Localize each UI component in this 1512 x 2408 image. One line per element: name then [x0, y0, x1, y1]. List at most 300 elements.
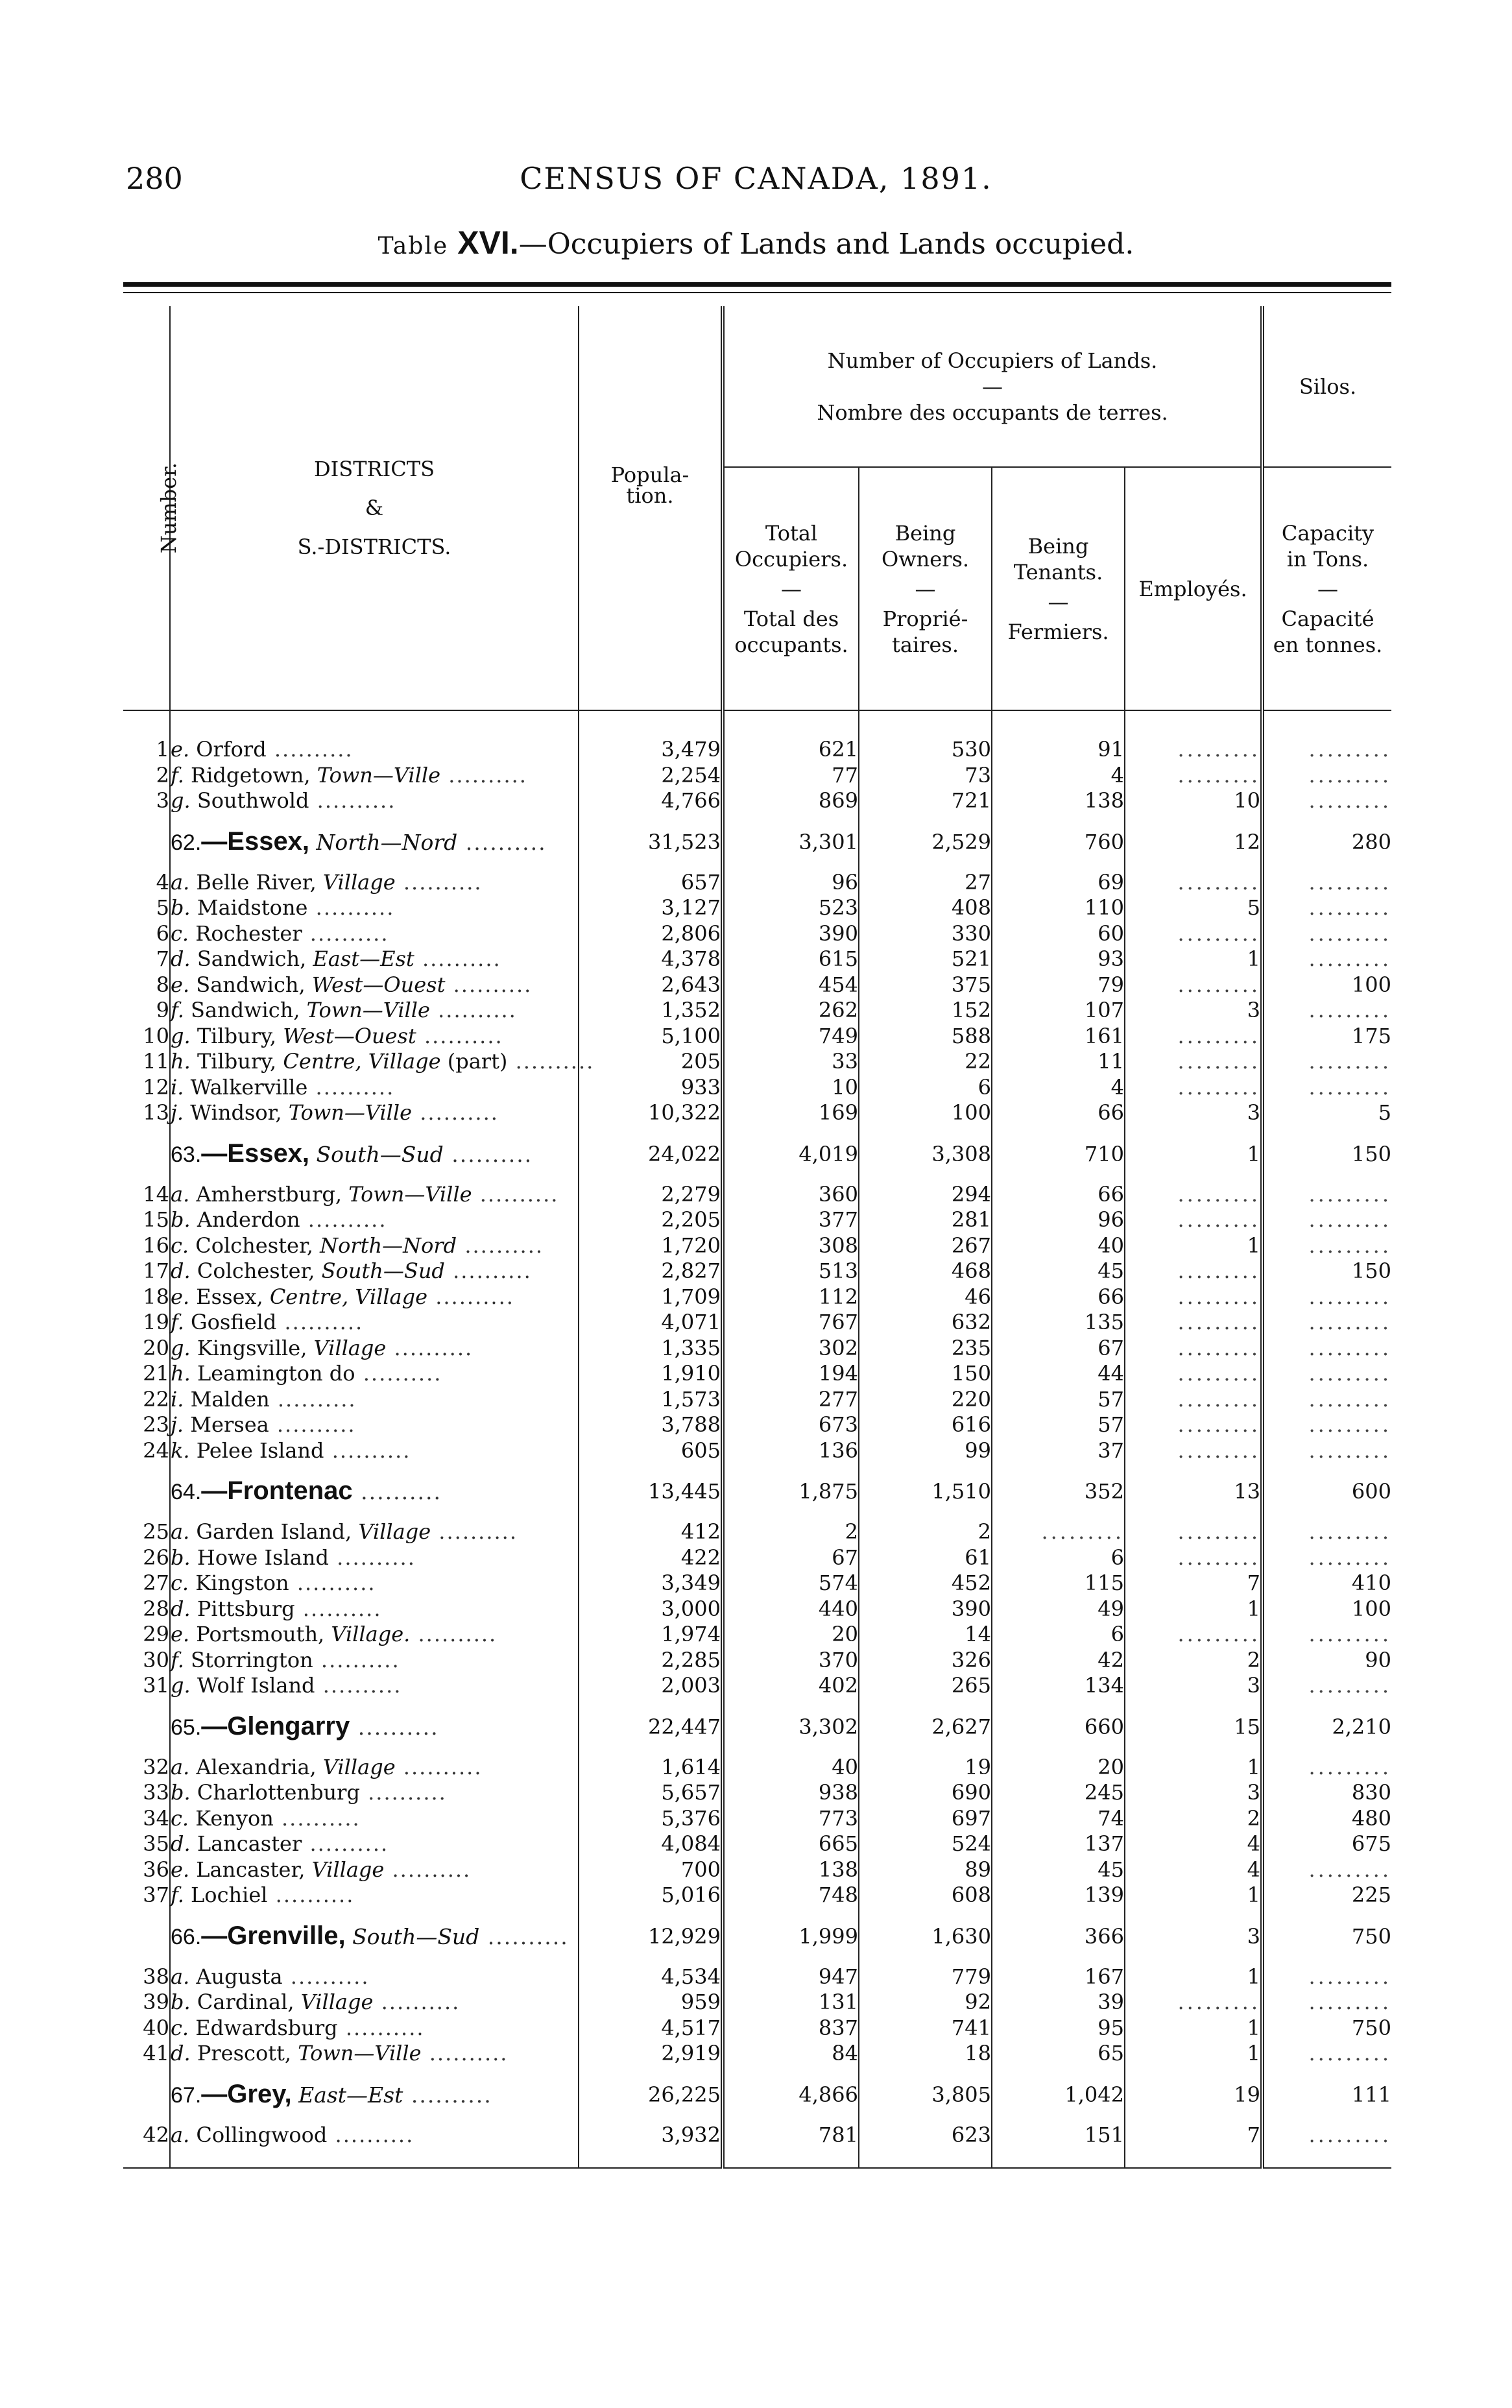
row-number: 13 — [143, 1100, 169, 1125]
total-occupiers-cell: 748 — [723, 1883, 859, 1908]
subdistrict-name: Wolf Island — [197, 1673, 315, 1698]
tenants-cell: 39 — [992, 1990, 1125, 2016]
district-name-cell — [170, 2123, 579, 2149]
capacity-cell: ......... — [1262, 1361, 1391, 1387]
district-name-cell — [170, 1673, 579, 1699]
leader-dots: .......... — [429, 998, 517, 1022]
subdistrict-suffix: South—Sud — [321, 1258, 445, 1283]
subdistrict-suffix: Village. — [331, 1622, 411, 1646]
owners-cell: 452 — [859, 1571, 992, 1596]
subdistrict-letter: h. — [171, 1361, 191, 1386]
total-occupiers-cell: 33 — [723, 1049, 859, 1075]
subdistrict-row — [123, 972, 1391, 998]
subdistrict-suffix: Town—Ville — [288, 1100, 413, 1125]
row-number: 37 — [143, 1883, 169, 1907]
tenants-cell: 57 — [992, 1387, 1125, 1413]
capacity-cell: 410 — [1262, 1571, 1391, 1596]
leader-dots: .......... — [309, 788, 396, 813]
population-cell: 605 — [579, 1438, 723, 1464]
district-name: —Essex, — [201, 1138, 310, 1168]
subdistrict-row — [123, 1412, 1391, 1438]
owners-cell: 690 — [859, 1780, 992, 1806]
row-number: 34 — [143, 1805, 169, 1831]
tenants-cell: 660 — [992, 1699, 1125, 1755]
employes-cell: 3 — [1125, 1100, 1262, 1126]
employes-cell: ......... — [1125, 710, 1262, 763]
row-number: 15 — [143, 1207, 169, 1232]
tenants-cell: 65 — [992, 2041, 1125, 2067]
employes-cell: 12 — [1125, 814, 1262, 870]
subdistrict-suffix: Town—Ville — [306, 998, 430, 1022]
employes-cell: ......... — [1125, 1387, 1262, 1413]
district-suffix: East—Est — [298, 2082, 403, 2108]
subdistrict-name: Southwold — [197, 788, 309, 813]
owners-cell: 608 — [859, 1883, 992, 1908]
population-cell: 31,523 — [579, 814, 723, 870]
leader-dots: .......... — [267, 1883, 355, 1907]
leader-dots: .......... — [414, 946, 501, 971]
subdistrict-name: Amherstburg, — [196, 1181, 342, 1207]
population-cell: 2,806 — [579, 921, 723, 947]
subdistrict-name: Prescott, — [197, 2041, 292, 2065]
capacity-cell: 90 — [1262, 1648, 1391, 1674]
owners-cell: 1,630 — [859, 1908, 992, 1964]
subdistrict-row — [123, 1673, 1391, 1699]
district-name-cell — [170, 998, 579, 1024]
subdistrict-row — [123, 1831, 1391, 1857]
subdistrict-name: Lancaster — [197, 1831, 302, 1856]
capacity-cell: 150 — [1262, 1258, 1391, 1284]
population-cell: 2,003 — [579, 1673, 723, 1699]
row-number: 4 — [156, 869, 169, 895]
row-number: 11 — [143, 1049, 169, 1074]
tenants-cell: 151 — [992, 2123, 1125, 2149]
capacity-cell: ......... — [1262, 1990, 1391, 2016]
total-occupiers-cell: 360 — [723, 1182, 859, 1208]
total-occupiers-cell: 3,301 — [723, 814, 859, 870]
total-occupiers-cell: 84 — [723, 2041, 859, 2067]
subdistrict-row — [123, 1361, 1391, 1387]
subdistrict-letter: f. — [171, 1310, 184, 1334]
subdistrict-suffix: West—Ouest — [311, 972, 446, 997]
district-number: 66. — [171, 1924, 202, 1949]
district-name: —Grey, — [201, 2079, 292, 2108]
district-name-cell — [170, 788, 579, 814]
employes-cell: 2 — [1125, 1806, 1262, 1832]
capacity-cell: 600 — [1262, 1463, 1391, 1519]
tenants-cell: 49 — [992, 1596, 1125, 1622]
owners-cell: 27 — [859, 870, 992, 896]
capacity-cell: ......... — [1262, 710, 1391, 763]
owners-cell: 3,308 — [859, 1126, 992, 1182]
subdistrict-name: Windsor, — [190, 1100, 282, 1125]
total-occupiers-cell: 574 — [723, 1571, 859, 1596]
population-cell: 4,378 — [579, 946, 723, 972]
subdistrict-row — [123, 1284, 1391, 1310]
row-number: 26 — [143, 1545, 169, 1570]
total-occupiers-cell: 767 — [723, 1310, 859, 1336]
leader-dots: .......... — [337, 2015, 425, 2040]
leader-dots: .......... — [445, 972, 533, 997]
owners-cell: 100 — [859, 1100, 992, 1126]
capacity-cell: 280 — [1262, 814, 1391, 870]
row-number: 8 — [156, 972, 169, 997]
row-number — [123, 1126, 170, 1182]
population-cell: 205 — [579, 1049, 723, 1075]
row-number: 7 — [156, 946, 169, 971]
leader-dots: .......... — [313, 1647, 400, 1672]
owners-cell: 6 — [859, 1075, 992, 1101]
subdistrict-row — [123, 1519, 1391, 1545]
district-name-cell — [170, 2041, 579, 2067]
district-name-cell — [170, 1049, 595, 1075]
tenants-cell: 139 — [992, 1883, 1125, 1908]
owners-cell: 235 — [859, 1336, 992, 1362]
leader-dots: .......... — [269, 1412, 356, 1437]
subdistrict-letter: b. — [171, 895, 191, 920]
district-name-cell — [170, 1336, 579, 1362]
subdistrict-suffix: Village — [322, 1754, 396, 1779]
number-header: Number. — [123, 306, 170, 710]
tenants-cell: 66 — [992, 1284, 1125, 1310]
owners-cell: 267 — [859, 1233, 992, 1259]
subdistrict-extra: (part) — [447, 1049, 508, 1074]
owners-cell: 779 — [859, 1964, 992, 1990]
row-number: 27 — [143, 1571, 169, 1595]
employes-cell: ......... — [1125, 972, 1262, 998]
tenants-cell: 6 — [992, 1545, 1125, 1571]
subdistrict-suffix: Town—Ville — [348, 1181, 472, 1207]
capacity-cell: ......... — [1262, 1964, 1391, 1990]
leader-dots: .......... — [302, 1831, 389, 1856]
population-cell: 2,827 — [579, 1258, 723, 1284]
owners-cell: 632 — [859, 1310, 992, 1336]
subdistrict-row — [123, 1233, 1391, 1259]
subdistrict-suffix: Centre, Village — [283, 1049, 441, 1074]
owners-cell: 46 — [859, 1284, 992, 1310]
row-number: 5 — [156, 895, 169, 920]
employes-cell: 1 — [1125, 2016, 1262, 2041]
subdistrict-name: Cardinal, — [197, 1990, 294, 2014]
capacity-header: Capacity in Tons. — Capacité en tonnes. — [1262, 467, 1391, 710]
tenants-cell: 110 — [992, 895, 1125, 921]
subdistrict-row — [123, 1438, 1391, 1464]
owners-cell: 99 — [859, 1438, 992, 1464]
capacity-cell: ......... — [1262, 1075, 1391, 1101]
district-name-cell — [170, 921, 579, 947]
district-name-cell — [170, 1545, 579, 1571]
district-name-cell — [170, 1780, 579, 1806]
tenants-cell: 66 — [992, 1182, 1125, 1208]
total-occupiers-cell: 112 — [723, 1284, 859, 1310]
subdistrict-row — [123, 1857, 1391, 1883]
district-name-cell — [170, 1361, 579, 1387]
capacity-cell: ......... — [1262, 895, 1391, 921]
population-cell: 422 — [579, 1545, 723, 1571]
total-occupiers-cell: 370 — [723, 1648, 859, 1674]
owners-cell: 265 — [859, 1673, 992, 1699]
population-cell: 1,335 — [579, 1336, 723, 1362]
leader-dots: .......... — [282, 1964, 370, 1989]
owners-cell: 616 — [859, 1412, 992, 1438]
district-name-cell — [170, 1182, 579, 1208]
table-bottom-rule — [123, 2148, 1391, 2168]
owners-cell: 294 — [859, 1182, 992, 1208]
subdistrict-row — [123, 1990, 1391, 2016]
capacity-cell: 225 — [1262, 1883, 1391, 1908]
total-occupiers-cell: 938 — [723, 1780, 859, 1806]
total-occupiers-cell: 3,302 — [723, 1699, 859, 1755]
population-cell: 412 — [579, 1519, 723, 1545]
district-name-cell — [170, 1596, 579, 1622]
total-occupiers-cell: 402 — [723, 1673, 859, 1699]
population-cell: 26,225 — [579, 2067, 723, 2123]
subdistrict-row — [123, 1310, 1391, 1336]
total-occupiers-cell: 194 — [723, 1361, 859, 1387]
row-number: 2 — [156, 762, 169, 788]
employes-cell: ......... — [1125, 1336, 1262, 1362]
district-row — [123, 1463, 1391, 1519]
owners-cell: 14 — [859, 1622, 992, 1648]
owners-cell: 89 — [859, 1857, 992, 1883]
tenants-cell: 134 — [992, 1673, 1125, 1699]
subdistrict-letter: a. — [171, 1964, 190, 1989]
total-occupiers-header: Total Occupiers. — Total des occupants. — [723, 467, 859, 710]
leader-dots: .......... — [307, 1074, 395, 1100]
employes-cell: 1 — [1125, 1883, 1262, 1908]
population-cell: 5,657 — [579, 1780, 723, 1806]
subdistrict-name: Charlottenburg — [197, 1780, 360, 1805]
subdistrict-name: Tilbury, — [197, 1023, 277, 1048]
silos-header: Silos. — [1262, 306, 1391, 467]
district-row — [123, 1908, 1391, 1964]
subdistrict-row — [123, 2016, 1391, 2041]
employes-cell: 5 — [1125, 895, 1262, 921]
district-row — [123, 1699, 1391, 1755]
capacity-cell: ......... — [1262, 2123, 1391, 2149]
subdistrict-letter: b. — [171, 1545, 191, 1570]
subdistrict-name: Walkerville — [190, 1074, 308, 1100]
total-occupiers-cell: 390 — [723, 921, 859, 947]
subdistrict-row — [123, 763, 1391, 789]
subdistrict-name: Tilbury, — [197, 1049, 277, 1074]
owners-cell: 326 — [859, 1648, 992, 1674]
row-number: 17 — [143, 1258, 169, 1283]
district-name-cell — [170, 710, 579, 763]
leader-dots: .......... — [395, 1754, 483, 1779]
row-number — [123, 1463, 170, 1519]
leader-dots: .......... — [384, 1857, 472, 1882]
capacity-cell: ......... — [1262, 921, 1391, 947]
leader-dots: .......... — [373, 1990, 461, 2014]
employes-cell: 1 — [1125, 1596, 1262, 1622]
leader-dots: .......... — [472, 1181, 559, 1207]
employes-cell: 3 — [1125, 1673, 1262, 1699]
total-occupiers-cell: 781 — [723, 2123, 859, 2149]
population-cell: 700 — [579, 1857, 723, 1883]
employes-cell: 3 — [1125, 998, 1262, 1024]
district-name-cell — [170, 1883, 579, 1908]
leader-dots: .......... — [327, 2122, 414, 2147]
leader-dots: .......... — [276, 1310, 364, 1334]
owners-cell: 530 — [859, 710, 992, 763]
row-number: 16 — [143, 1233, 169, 1258]
owners-cell: 281 — [859, 1207, 992, 1233]
owners-cell: 19 — [859, 1755, 992, 1781]
row-number: 12 — [143, 1074, 169, 1100]
row-number: 24 — [143, 1438, 169, 1463]
leader-dots: .......... — [315, 1673, 402, 1698]
district-name-cell — [170, 1831, 579, 1857]
subdistrict-suffix: East—Est — [313, 946, 414, 971]
population-cell: 4,517 — [579, 2016, 723, 2041]
population-cell: 5,100 — [579, 1024, 723, 1050]
row-number: 29 — [143, 1622, 169, 1646]
subdistrict-letter: b. — [171, 1780, 191, 1805]
tenants-cell: 352 — [992, 1463, 1125, 1519]
employes-cell: ......... — [1125, 870, 1262, 896]
subdistrict-letter: e. — [171, 1857, 190, 1882]
owners-cell: 524 — [859, 1831, 992, 1857]
owners-cell: 220 — [859, 1387, 992, 1413]
subdistrict-letter: a. — [171, 869, 190, 895]
total-occupiers-cell: 749 — [723, 1024, 859, 1050]
owners-cell: 521 — [859, 946, 992, 972]
subdistrict-name: Garden Island, — [196, 1519, 352, 1544]
capacity-cell: ......... — [1262, 1755, 1391, 1781]
subdistrict-letter: d. — [171, 2041, 191, 2065]
district-name-cell — [170, 1207, 579, 1233]
total-occupiers-cell: 1,999 — [723, 1908, 859, 1964]
population-cell: 3,932 — [579, 2123, 723, 2149]
capacity-cell: ......... — [1262, 1182, 1391, 1208]
district-name-cell — [170, 1857, 579, 1883]
tenants-cell: 79 — [992, 972, 1125, 998]
total-occupiers-cell: 1,875 — [723, 1463, 859, 1519]
total-occupiers-cell: 615 — [723, 946, 859, 972]
row-number: 33 — [143, 1780, 169, 1805]
subdistrict-letter: f. — [171, 998, 184, 1022]
leader-dots: .......... — [395, 869, 483, 895]
subdistrict-name: Leamington do — [197, 1361, 355, 1386]
capacity-cell: ......... — [1262, 1233, 1391, 1259]
row-number: 42 — [143, 2122, 169, 2147]
capacity-cell: ......... — [1262, 1412, 1391, 1438]
employes-cell: 2 — [1125, 1648, 1262, 1674]
tenants-cell: 167 — [992, 1964, 1125, 1990]
row-number: 41 — [143, 2041, 169, 2065]
tenants-header: Being Tenants. — Fermiers. — [992, 467, 1125, 710]
capacity-cell: 100 — [1262, 972, 1391, 998]
owners-cell: 2,529 — [859, 814, 992, 870]
population-cell: 10,322 — [579, 1100, 723, 1126]
employes-cell: 1 — [1125, 1233, 1262, 1259]
subdistrict-name: Collingwood — [196, 2122, 328, 2147]
tenants-cell: 45 — [992, 1258, 1125, 1284]
subdistrict-name: Augusta — [196, 1964, 283, 1989]
row-number: 21 — [143, 1361, 169, 1386]
district-name-cell — [170, 1126, 579, 1182]
district-name-cell — [170, 1438, 579, 1464]
subdistrict-letter: c. — [171, 1233, 189, 1258]
subdistrict-suffix: Village — [313, 1335, 387, 1360]
total-occupiers-cell: 2 — [723, 1519, 859, 1545]
tenants-cell: 40 — [992, 1233, 1125, 1259]
subdistrict-name: Kenyon — [195, 1805, 274, 1831]
row-number — [123, 814, 170, 870]
capacity-cell: 2,210 — [1262, 1699, 1391, 1755]
table-title — [0, 224, 1512, 261]
subdistrict-row — [123, 1648, 1391, 1674]
subdistrict-letter: f. — [171, 1647, 184, 1672]
subdistrict-row — [123, 1258, 1391, 1284]
district-name-cell — [170, 1100, 579, 1126]
district-name-cell — [170, 1387, 579, 1413]
leader-dots: .......... — [289, 1571, 376, 1595]
subdistrict-name: Edwardsburg — [195, 2015, 338, 2040]
tenants-cell: 91 — [992, 710, 1125, 763]
leader-dots: .......... — [440, 762, 527, 788]
owners-cell: 1,510 — [859, 1463, 992, 1519]
table-title-text: —Occupiers of Lands and Lands occupied. — [518, 228, 1134, 261]
district-name-cell — [170, 763, 579, 789]
total-occupiers-cell: 4,866 — [723, 2067, 859, 2123]
owners-cell: 390 — [859, 1596, 992, 1622]
row-number: 36 — [143, 1857, 169, 1882]
population-cell: 1,720 — [579, 1233, 723, 1259]
subdistrict-name: Orford — [196, 737, 267, 762]
employes-header: Employés. — [1125, 467, 1262, 710]
leader-dots: .......... — [410, 1622, 498, 1646]
total-occupiers-cell: 440 — [723, 1596, 859, 1622]
district-name-cell — [170, 1463, 579, 1519]
total-occupiers-cell: 673 — [723, 1412, 859, 1438]
subdistrict-row — [123, 870, 1391, 896]
district-name-cell — [170, 1699, 579, 1755]
row-number: 3 — [156, 788, 169, 813]
capacity-cell: ......... — [1262, 946, 1391, 972]
employes-cell: ......... — [1125, 1049, 1262, 1075]
district-number: 67. — [171, 2082, 202, 2108]
owners-header: Being Owners. — Proprié- taires. — [859, 467, 992, 710]
subdistrict-suffix: Village — [322, 869, 396, 895]
subdistrict-letter: e. — [171, 1622, 190, 1646]
capacity-cell: 150 — [1262, 1126, 1391, 1182]
leader-dots: .......... — [355, 1361, 442, 1386]
tenants-cell: 37 — [992, 1438, 1125, 1464]
population-cell: 5,376 — [579, 1806, 723, 1832]
subdistrict-suffix: West—Ouest — [283, 1023, 416, 1048]
employes-cell: 4 — [1125, 1857, 1262, 1883]
subdistrict-letter: a. — [171, 1754, 190, 1779]
subdistrict-name: Belle River, — [196, 869, 317, 895]
population-cell: 3,479 — [579, 710, 723, 763]
tenants-cell: 96 — [992, 1207, 1125, 1233]
tenants-cell: 107 — [992, 998, 1125, 1024]
subdistrict-name: Malden — [190, 1386, 270, 1412]
subdistrict-name: Alexandria, — [196, 1754, 317, 1779]
capacity-cell: 111 — [1262, 2067, 1391, 2123]
district-name-cell — [170, 895, 579, 921]
top-rule-thin — [123, 292, 1391, 293]
population-cell: 959 — [579, 1990, 723, 2016]
employes-cell: 1 — [1125, 1964, 1262, 1990]
subdistrict-letter: j. — [171, 1100, 184, 1125]
district-name-cell — [170, 1990, 579, 2016]
leader-dots: .......... — [403, 2082, 492, 2108]
tenants-cell: 4 — [992, 763, 1125, 789]
capacity-cell: ......... — [1262, 1049, 1391, 1075]
